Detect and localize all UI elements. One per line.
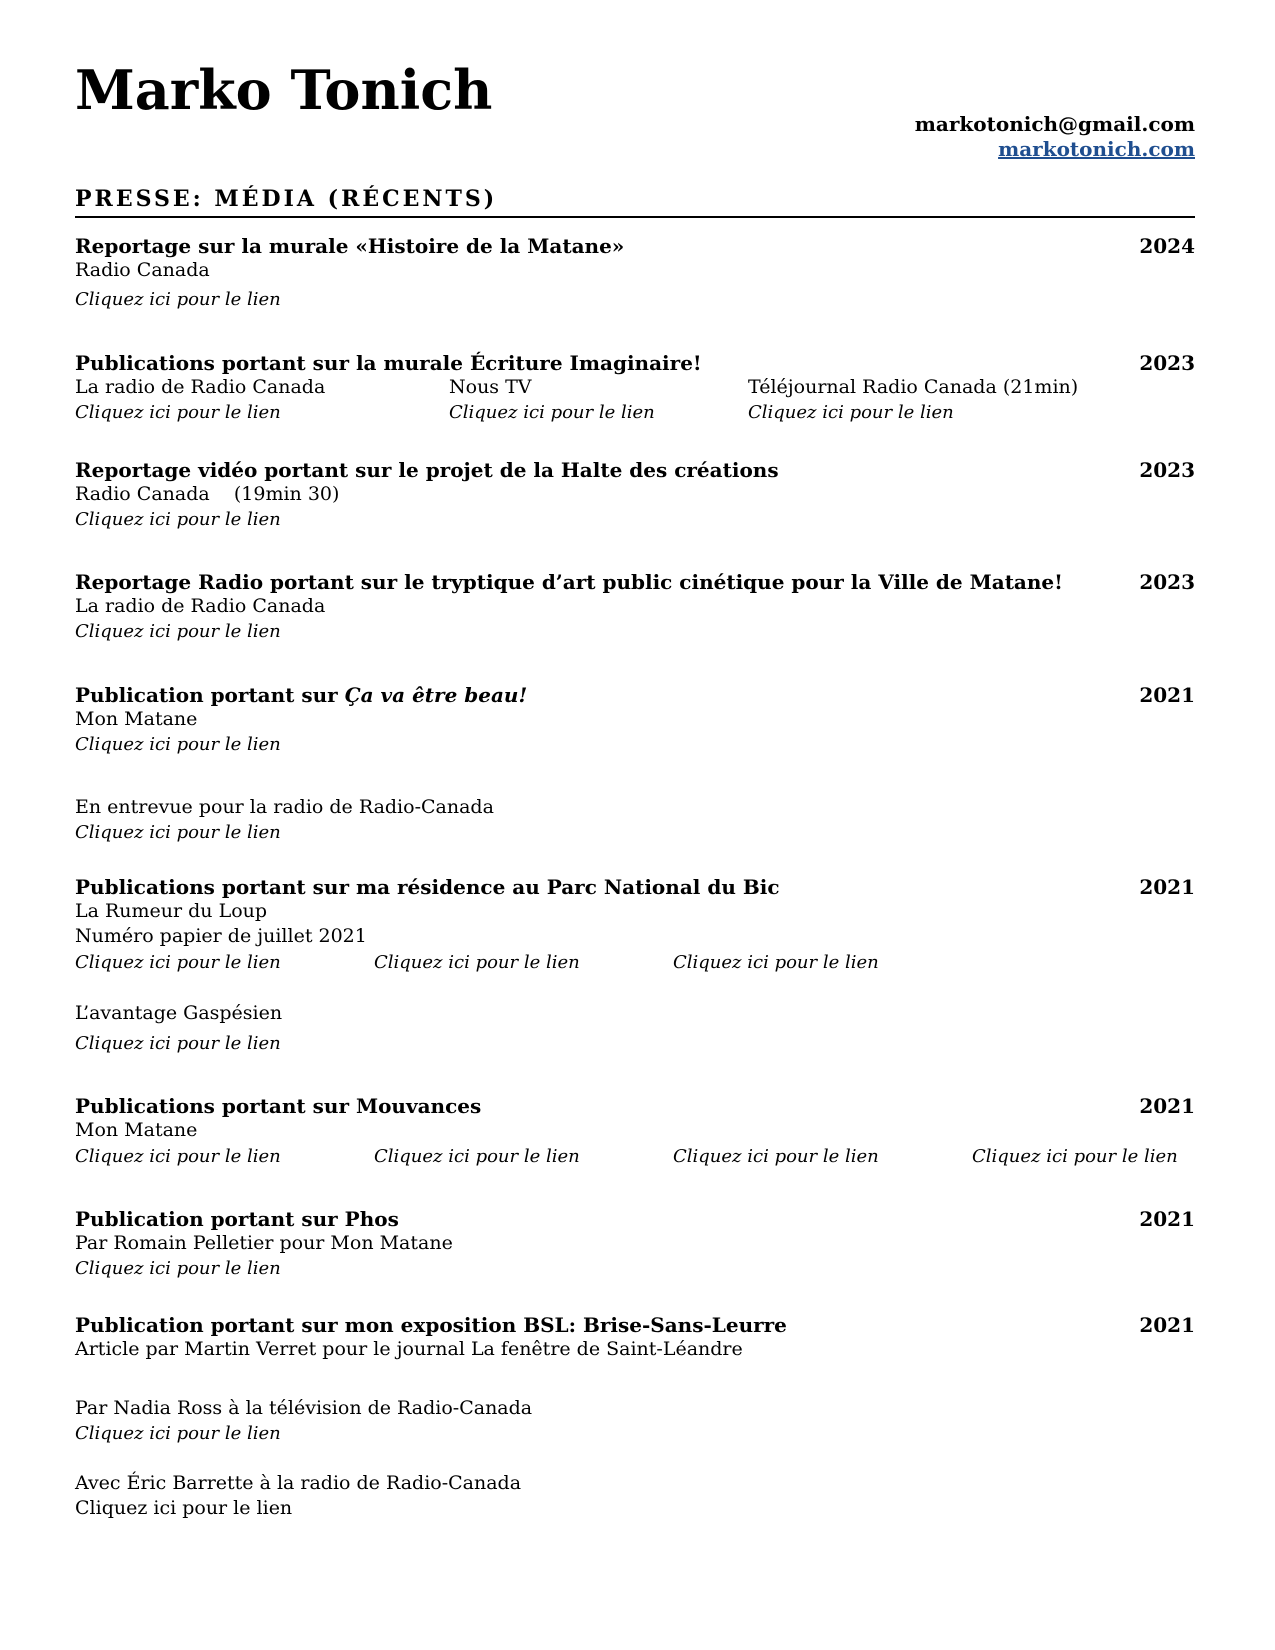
link[interactable]: Cliquez ici pour le lien (75, 1033, 281, 1054)
entry-title: Publication portant sur mon exposition BSL: Brise-Sans-Leurre (75, 1313, 787, 1337)
entry-year: 2023 (1139, 458, 1195, 482)
entry-year: 2021 (1139, 683, 1195, 707)
entry-title: Publications portant sur ma résidence au Parc National du Bic (75, 875, 780, 899)
link[interactable]: Cliquez ici pour le lien (75, 289, 281, 310)
link[interactable]: Cliquez ici pour le lien (75, 1258, 281, 1279)
entry-source: Radio Canada (19min 30) (75, 483, 340, 505)
entry-source: Téléjournal Radio Canada (21min) (748, 376, 1079, 398)
link[interactable]: Cliquez ici pour le lien (449, 402, 655, 423)
entry-title: Reportage vidéo portant sur le projet de la Halte des créations (75, 458, 779, 482)
entry-year: 2023 (1139, 351, 1195, 375)
link[interactable]: Cliquez ici pour le lien (75, 822, 281, 843)
entry-source: Numéro papier de juillet 2021 (75, 925, 367, 947)
entry-year: 2021 (1139, 1207, 1195, 1231)
link[interactable]: Cliquez ici pour le lien (75, 1497, 293, 1519)
entry-title: Publication portant sur Phos (75, 1207, 399, 1231)
entry-source: Par Romain Pelletier pour Mon Matane (75, 1232, 453, 1254)
link[interactable]: Cliquez ici pour le lien (75, 402, 281, 423)
link[interactable]: Cliquez ici pour le lien (748, 402, 954, 423)
entry-source: Avec Éric Barrette à la radio de Radio-Canada (75, 1472, 522, 1494)
entry-title-italic: Ça va être beau! (344, 683, 528, 707)
entry-source: Article par Martin Verret pour le journal La fenêtre de Saint-Léandre (75, 1338, 743, 1360)
entry-source: Par Nadia Ross à la télévision de Radio-Canada (75, 1397, 533, 1419)
entry-source: La Rumeur du Loup (75, 900, 268, 922)
link[interactable]: Cliquez ici pour le lien (374, 952, 580, 973)
section-title: PRESSE: MÉDIA (RÉCENTS) (75, 186, 498, 212)
entry-source: En entrevue pour la radio de Radio-Canada (75, 796, 494, 818)
link[interactable]: Cliquez ici pour le lien (75, 509, 281, 530)
link[interactable]: Cliquez ici pour le lien (673, 952, 879, 973)
link[interactable]: Cliquez ici pour le lien (75, 621, 281, 642)
entry-year: 2021 (1139, 875, 1195, 899)
entry-title (75, 682, 527, 708)
entry-source: Radio Canada (75, 259, 210, 281)
entry-title: Publications portant sur la murale Écriture Imaginaire! (75, 351, 702, 375)
entry-title: Publications portant sur Mouvances (75, 1094, 482, 1118)
link[interactable]: Cliquez ici pour le lien (972, 1146, 1178, 1167)
website-link[interactable]: markotonich.com (998, 137, 1195, 161)
entry-year: 2024 (1139, 234, 1195, 258)
entry-title: Reportage Radio portant sur le tryptique d’art public cinétique pour la Ville de Matane! (75, 570, 1063, 594)
section-divider (75, 216, 1195, 218)
link[interactable]: Cliquez ici pour le lien (673, 1146, 879, 1167)
entry-year: 2023 (1139, 570, 1195, 594)
entry-title: Reportage sur la murale «Histoire de la Matane» (75, 234, 625, 258)
entry-source: La radio de Radio Canada (75, 376, 326, 398)
entry-year: 2021 (1139, 1313, 1195, 1337)
entry-year: 2021 (1139, 1094, 1195, 1118)
link[interactable]: Cliquez ici pour le lien (75, 1146, 281, 1167)
entry-title-prefix: Publication portant sur (75, 683, 345, 707)
link[interactable]: Cliquez ici pour le lien (374, 1146, 580, 1167)
link[interactable]: Cliquez ici pour le lien (75, 734, 281, 755)
entry-source: Mon Matane (75, 1119, 198, 1141)
entry-source: L’avantage Gaspésien (75, 1002, 283, 1024)
email[interactable]: markotonich@gmail.com (914, 112, 1195, 136)
link[interactable]: Cliquez ici pour le lien (75, 1423, 281, 1444)
entry-source: Nous TV (449, 376, 532, 398)
link[interactable]: Cliquez ici pour le lien (75, 952, 281, 973)
page-title: Marko Tonich (75, 58, 493, 122)
entry-source: Mon Matane (75, 708, 198, 730)
entry-source: La radio de Radio Canada (75, 595, 326, 617)
